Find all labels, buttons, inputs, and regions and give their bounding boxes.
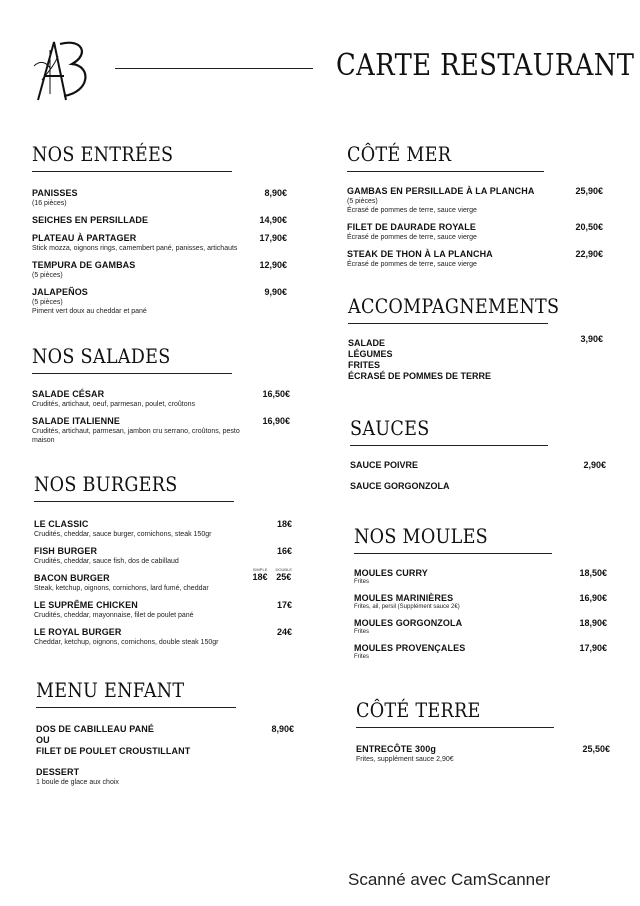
item-name: PLATEAU À PARTAGER — [32, 233, 137, 243]
item-price: 12,90€ — [259, 260, 287, 270]
item-desc: Frites — [354, 629, 369, 635]
item-name: MOULES CURRY — [354, 568, 428, 578]
item-price: 25,50€ — [582, 744, 610, 754]
item-name: SAUCE POIVRE — [350, 460, 419, 470]
section-title: NOS BURGERS — [34, 472, 178, 496]
item-price: 18,50€ — [579, 568, 607, 578]
section-title: CÔTÉ MER — [347, 142, 452, 166]
item-price: 14,90€ — [259, 215, 287, 225]
menu-item — [32, 215, 287, 226]
price-label: SIMPLE — [252, 567, 268, 572]
menu-item — [32, 260, 287, 280]
section-title: NOS ENTRÉES — [32, 142, 174, 166]
section-sauces — [350, 416, 606, 492]
item-price: 22,90€ — [575, 249, 603, 259]
restaurant-logo — [30, 36, 94, 102]
section-rule — [32, 171, 232, 172]
item-name: DOS DE CABILLEAU PANÉ — [36, 724, 154, 734]
item-name: FISH BURGER — [34, 546, 98, 556]
item-name: FRITES — [348, 360, 381, 370]
item-prices — [253, 567, 292, 583]
menu-item — [32, 233, 287, 253]
item-desc: (5 pièces) — [32, 272, 63, 279]
item-desc: Crudités, artichaut, oeuf, parmesan, poulet, croûtons — [32, 401, 196, 408]
item-price: 18€ — [252, 572, 268, 582]
item-name: FILET DE DAURADE ROYALE — [347, 222, 476, 232]
section-menu-enfant — [36, 678, 294, 794]
header-rule — [115, 68, 313, 69]
item-name: STEAK DE THON À LA PLANCHA — [347, 249, 493, 259]
section-accompagnements — [348, 294, 603, 382]
item-desc: Écrasé de pommes de terre, sauce vierge — [347, 207, 477, 214]
item-desc: Frites, ail, persil (Supplément sauce 2€) — [354, 604, 460, 610]
menu-item — [354, 643, 607, 661]
item-price: 24€ — [276, 627, 292, 637]
item-name: LÉGUMES — [348, 349, 393, 359]
item-name: FILET DE POULET CROUSTILLANT — [36, 746, 191, 756]
menu-item — [32, 188, 287, 208]
menu-item — [32, 287, 287, 316]
section-title: CÔTÉ TERRE — [356, 698, 481, 722]
menu-item — [34, 546, 292, 566]
menu-item — [36, 767, 294, 787]
scanner-watermark: Scanné avec CamScanner — [348, 870, 551, 889]
item-name: ÉCRASÉ DE POMMES DE TERRE — [348, 371, 492, 381]
section-cote-mer — [347, 142, 603, 276]
section-entrees — [32, 142, 287, 323]
item-desc: Stick mozza, oignons rings, camembert pané, panisses, artichauts — [32, 245, 238, 252]
item-name: SALADE CÉSAR — [32, 389, 105, 399]
section-salades — [32, 344, 290, 452]
item-name: PANISSES — [32, 188, 78, 198]
item-price: 3,90€ — [580, 334, 603, 344]
menu-item — [356, 744, 610, 764]
item-price: 16,90€ — [262, 416, 290, 426]
item-name: TEMPURA DE GAMBAS — [32, 260, 136, 270]
menu-item — [354, 618, 607, 636]
item-price: 17,90€ — [579, 643, 607, 653]
menu-item — [347, 186, 603, 215]
item-price: 18,90€ — [579, 618, 607, 628]
item-name: BACON BURGER — [34, 573, 110, 583]
menu-item — [34, 600, 292, 620]
item-desc: (16 pièces) — [32, 200, 67, 207]
item-name: LE SUPRÊME CHICKEN — [34, 600, 138, 610]
item-price: 25€ — [276, 572, 292, 582]
item-desc: Crudités, artichaut, parmesan, jambon cru serrano, croûtons, pesto maison — [32, 428, 240, 444]
item-desc: Cheddar, ketchup, oignons, cornichons, double steak 150gr — [34, 639, 219, 646]
item-name: SALADE — [348, 338, 386, 348]
menu-item — [34, 627, 292, 647]
section-title: NOS MOULES — [354, 524, 489, 548]
menu-item — [347, 222, 603, 242]
section-rule — [348, 323, 548, 324]
item-name: SEICHES EN PERSILLADE — [32, 215, 149, 225]
item-desc: Frites — [354, 579, 369, 585]
item-desc: Crudités, cheddar, sauce burger, cornichons, steak 150gr — [34, 531, 212, 538]
section-moules — [354, 524, 607, 668]
item-price: 16,90€ — [579, 593, 607, 603]
item-desc: (5 pièces) — [32, 299, 63, 306]
item-desc: Steak, ketchup, oignons, cornichons, lard fumé, cheddar — [34, 585, 209, 592]
menu-item — [34, 519, 292, 539]
menu-item — [34, 567, 292, 593]
item-name: MOULES PROVENÇALES — [354, 643, 466, 653]
section-rule — [356, 727, 554, 728]
item-desc: (5 pièces) — [347, 198, 378, 205]
item-name: LE CLASSIC — [34, 519, 89, 529]
item-name: GAMBAS EN PERSILLADE À LA PLANCHA — [347, 186, 535, 196]
section-rule — [32, 373, 232, 374]
item-price: 25,90€ — [575, 186, 603, 196]
item-price: 20,50€ — [575, 222, 603, 232]
item-price: 8,90€ — [271, 724, 294, 734]
menu-item — [32, 389, 290, 409]
price-label: DOUBLE — [275, 567, 292, 572]
item-name: SALADE ITALIENNE — [32, 416, 120, 426]
item-desc: Piment vert doux au cheddar et pané — [32, 308, 147, 315]
item-desc: Frites — [354, 654, 369, 660]
menu-item — [354, 593, 607, 611]
item-price: 17€ — [276, 600, 292, 610]
section-title: MENU ENFANT — [36, 678, 185, 702]
section-rule — [354, 553, 552, 554]
menu-item — [36, 724, 294, 757]
item-name: SAUCE GORGONZOLA — [350, 481, 450, 491]
item-name: JALAPEÑOS — [32, 287, 88, 297]
section-title: NOS SALADES — [32, 344, 171, 368]
item-name: MOULES GORGONZOLA — [354, 618, 463, 628]
item-name: LE ROYAL BURGER — [34, 627, 122, 637]
item-desc: Crudités, cheddar, mayonnaise, filet de poulet pané — [34, 612, 194, 619]
item-desc: Écrasé de pommes de terre, sauce vierge — [347, 261, 477, 268]
menu-item — [32, 416, 290, 445]
item-name: DESSERT — [36, 767, 80, 777]
item-price: 16,50€ — [262, 389, 290, 399]
item-desc: 1 boule de glace aux choix — [36, 779, 119, 786]
item-name: MOULES MARINIÈRES — [354, 593, 454, 603]
item-price: 9,90€ — [264, 287, 287, 297]
item-desc: Frites, supplément sauce 2,90€ — [356, 756, 454, 763]
menu-item — [354, 568, 607, 586]
section-rule — [34, 501, 234, 502]
item-price: 2,90€ — [583, 460, 606, 470]
section-title: ACCOMPAGNEMENTS — [348, 294, 560, 318]
section-burgers — [34, 472, 292, 654]
section-rule — [350, 445, 548, 446]
item-desc: Écrasé de pommes de terre, sauce vierge — [347, 234, 477, 241]
item-desc: Crudités, cheddar, sauce fish, dos de cabillaud — [34, 558, 179, 565]
item-price: 8,90€ — [264, 188, 287, 198]
menu-item — [347, 249, 603, 269]
section-rule — [347, 171, 544, 172]
item-name: ENTRECÔTE 300g — [356, 744, 436, 754]
item-name: OU — [36, 735, 50, 745]
section-title: SAUCES — [350, 416, 430, 440]
section-cote-terre — [356, 698, 610, 771]
item-price: 18€ — [276, 519, 292, 529]
section-rule — [36, 707, 236, 708]
page-title: CARTE RESTAURANT — [336, 48, 635, 83]
item-price: 17,90€ — [259, 233, 287, 243]
item-price: 16€ — [276, 546, 292, 556]
